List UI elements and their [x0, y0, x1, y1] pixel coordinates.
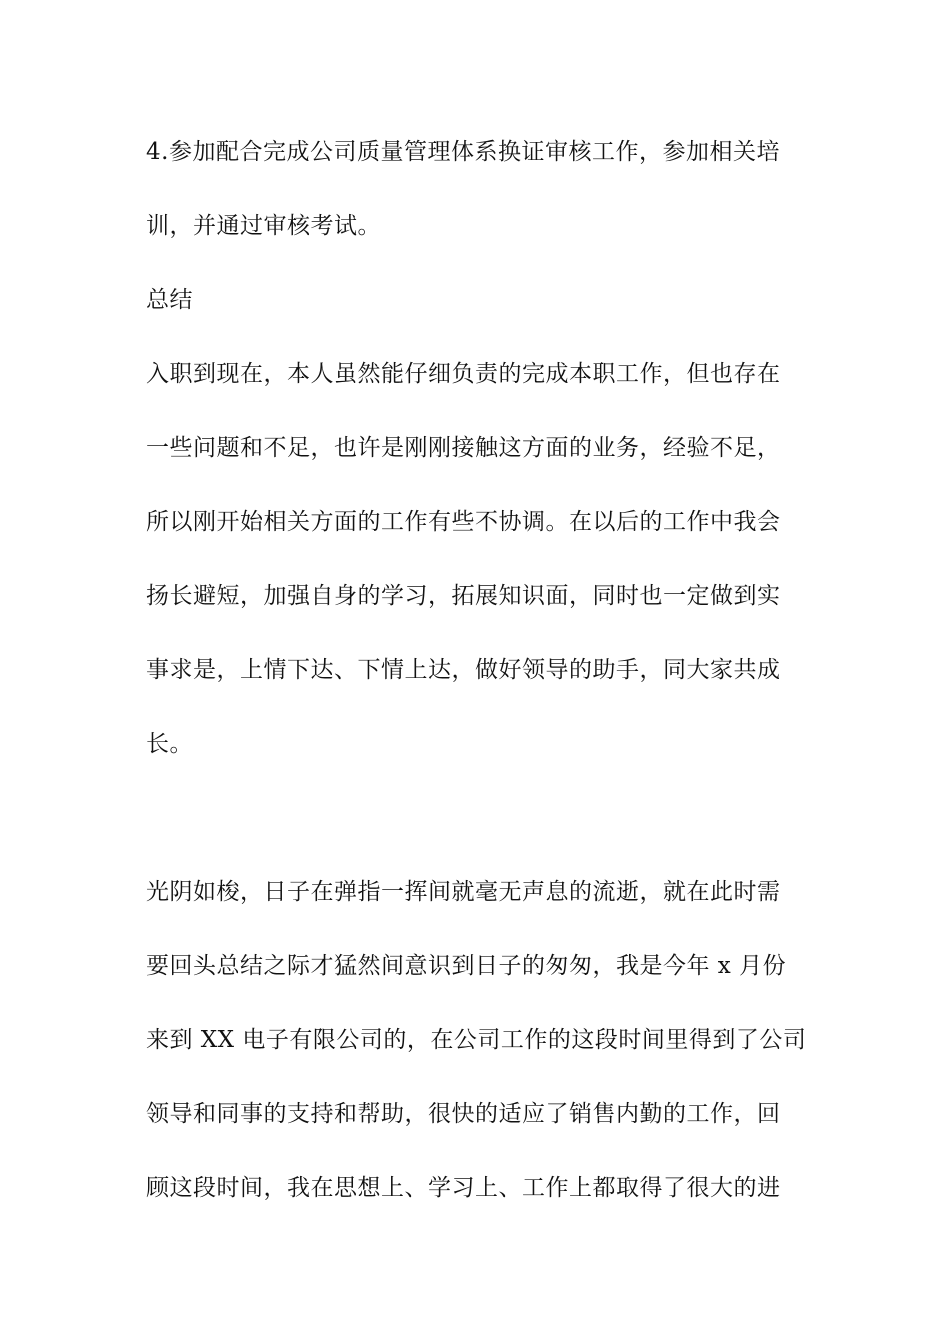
text-line: 来到 XX 电子有限公司的，在公司工作的这段时间里得到了公司: [146, 1027, 807, 1053]
text-line: 训，并通过审核考试。: [146, 213, 381, 239]
text-line: 4.参加配合完成公司质量管理体系换证审核工作，参加相关培: [146, 139, 780, 165]
text-line: 光阴如梭，日子在弹指一挥间就毫无声息的流逝，就在此时需: [146, 879, 781, 905]
text-line: 要回头总结之际才猛然间意识到日子的匆匆，我是今年 x 月份: [146, 953, 787, 979]
text-line: 一些问题和不足，也许是刚刚接触这方面的业务，经验不足，: [146, 435, 781, 461]
text-line: 所以刚开始相关方面的工作有些不协调。在以后的工作中我会: [146, 509, 781, 535]
section-heading: 总结: [146, 287, 193, 313]
text-line: 领导和同事的支持和帮助，很快的适应了销售内勤的工作，回: [146, 1101, 781, 1127]
text-line: 长。: [146, 731, 193, 757]
text-line: 顾这段时间，我在思想上、学习上、工作上都取得了很大的进: [146, 1175, 781, 1201]
text-line: 扬长避短，加强自身的学习，拓展知识面，同时也一定做到实: [146, 583, 781, 609]
text-line: 事求是，上情下达、下情上达，做好领导的助手，同大家共成: [146, 657, 781, 683]
text-line: 入职到现在，本人虽然能仔细负责的完成本职工作，但也存在: [146, 361, 781, 387]
